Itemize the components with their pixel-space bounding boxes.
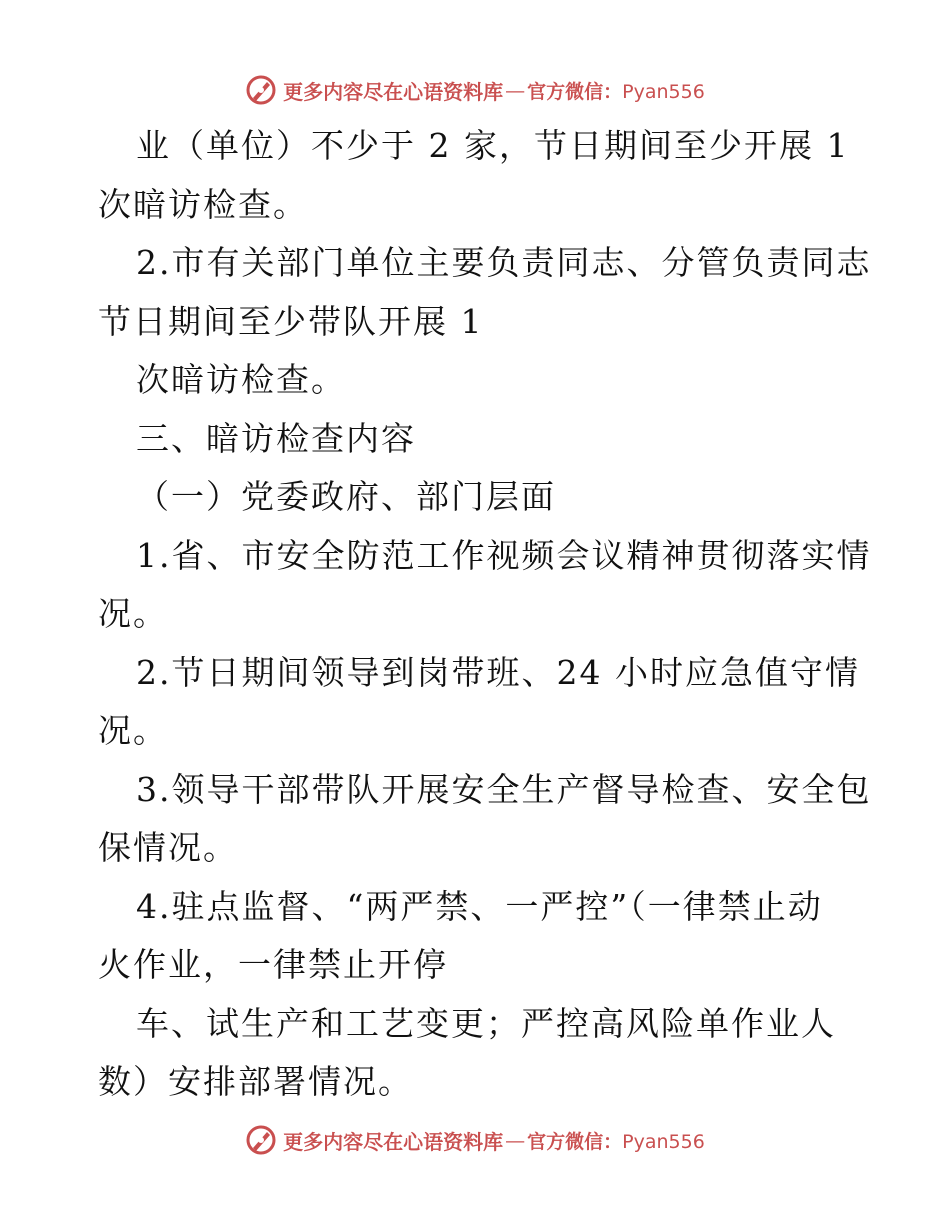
text-line: 次暗访检查。	[98, 185, 308, 224]
header-wechat-label: 官方微信：	[527, 80, 623, 103]
header-dash: —	[505, 78, 526, 102]
text-line: 1.省、市安全防范工作视频会议精神贯彻落实情	[136, 536, 872, 575]
text-line: （一）党委政府、部门层面	[136, 477, 556, 516]
footer-dash: —	[505, 1128, 526, 1152]
text-line: 3.领导干部带队开展安全生产督导检查、安全包	[136, 770, 872, 809]
footer-brand-text: 更多内容尽在心语资料库	[283, 1129, 504, 1154]
pen-logo-icon	[245, 74, 277, 106]
header-wechat	[527, 77, 705, 104]
text-line: 火作业，一律禁止开停	[98, 945, 448, 984]
text-line: 况。	[98, 594, 168, 633]
footer-wechat-label: 官方微信：	[527, 1130, 623, 1153]
text-line: 节日期间至少带队开展 1	[98, 302, 484, 341]
text-line: 4.驻点监督、“两严禁、一严控”（一律禁止动	[136, 887, 823, 926]
text-line: 2.节日期间领导到岗带班、24 小时应急值守情	[136, 653, 860, 692]
text-line: 业（单位）不少于 2 家，节日期间至少开展 1	[136, 126, 850, 165]
footer-wechat-id: Pyan556	[622, 1130, 705, 1153]
pen-logo-icon	[245, 1124, 277, 1156]
footer-banner	[0, 1120, 950, 1160]
text-line: 2.市有关部门单位主要负责同志、分管负责同志	[136, 243, 872, 282]
text-line: 数）安排部署情况。	[98, 1062, 413, 1101]
header-banner	[0, 70, 950, 110]
text-line: 况。	[98, 711, 168, 750]
footer-wechat	[527, 1127, 705, 1154]
header-brand-text: 更多内容尽在心语资料库	[283, 79, 504, 104]
header-wechat-id: Pyan556	[622, 80, 705, 103]
text-line: 三、暗访检查内容	[136, 419, 416, 458]
text-line: 次暗访检查。	[136, 360, 346, 399]
text-line: 车、试生产和工艺变更；严控高风险单作业人	[136, 1004, 836, 1043]
text-line: 保情况。	[98, 828, 238, 867]
